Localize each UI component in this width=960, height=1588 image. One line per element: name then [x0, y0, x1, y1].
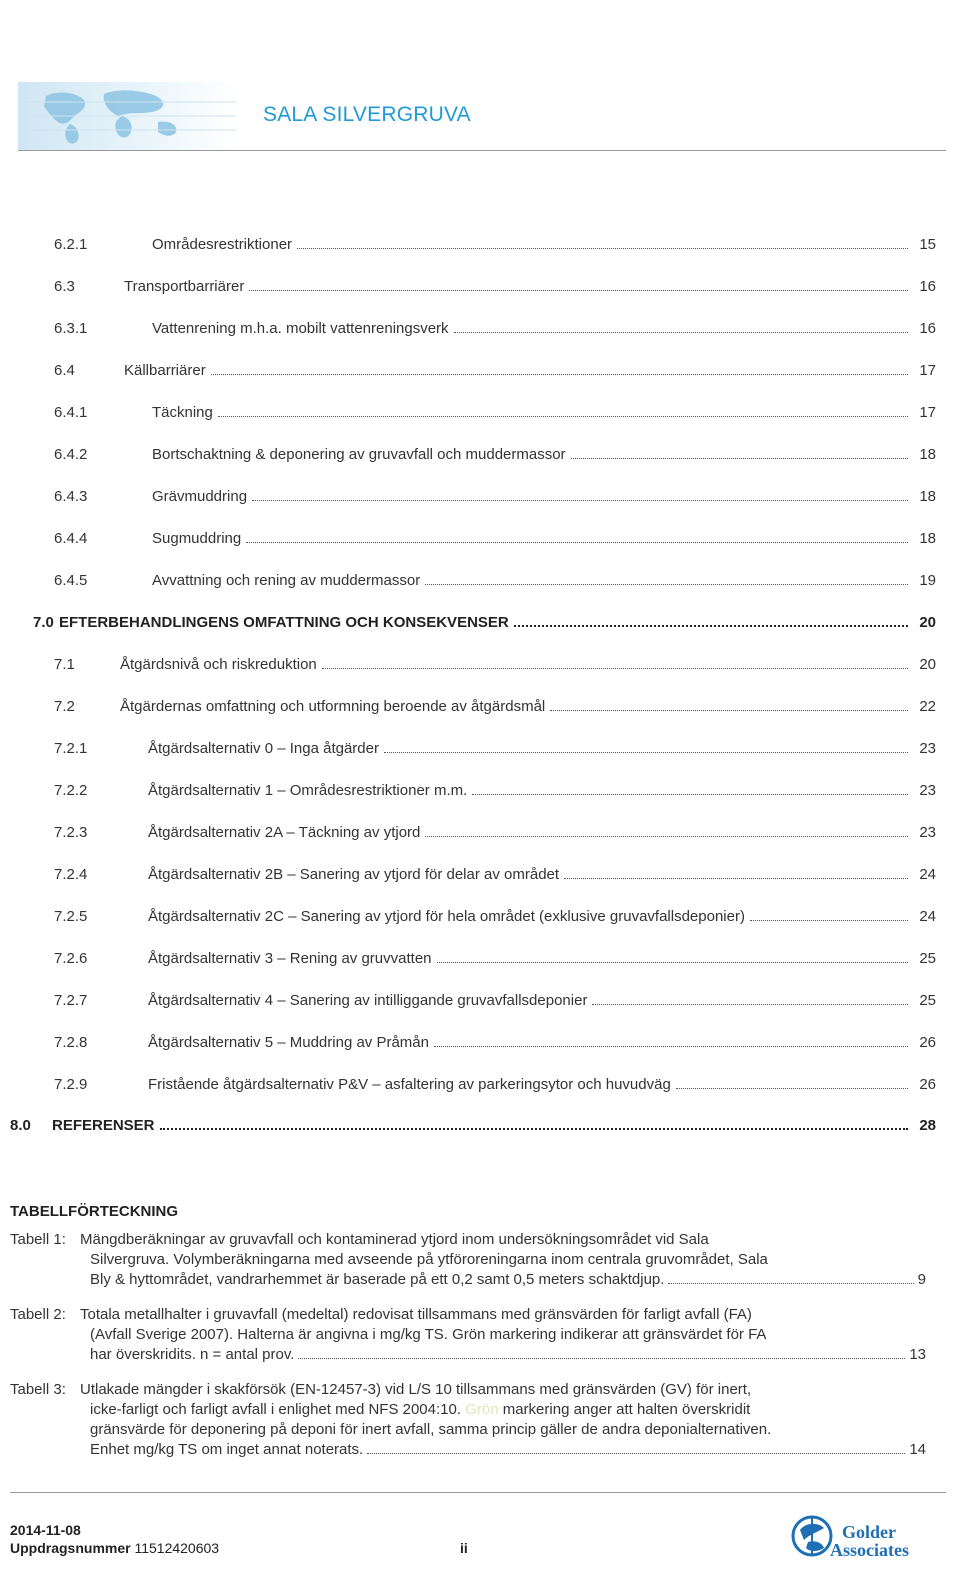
table-caption-last-line: [90, 1270, 926, 1290]
assignment-value: 11512420603: [134, 1540, 220, 1556]
table-label: Tabell 2:: [10, 1306, 66, 1323]
toc-leader: [160, 1127, 908, 1130]
toc-title: Täckning: [152, 404, 216, 421]
toc-leader: [425, 583, 908, 585]
toc-page: 18: [919, 530, 936, 547]
toc-leader: [297, 247, 908, 249]
golder-globe-icon: [790, 1512, 834, 1562]
toc-number: 7.2.8: [54, 1034, 88, 1051]
toc-chapter[interactable]: [10, 1117, 936, 1139]
toc-leader: [246, 541, 908, 543]
toc-entry[interactable]: [54, 320, 936, 342]
toc-entry[interactable]: [54, 236, 936, 258]
table-page: 14: [909, 1441, 926, 1458]
toc-leader: [454, 331, 908, 333]
toc-entry[interactable]: [54, 866, 936, 888]
toc-leader: [472, 793, 908, 795]
toc-leader: [384, 751, 908, 753]
toc-entry[interactable]: [54, 950, 936, 972]
toc-number: 7.2.1: [54, 740, 88, 757]
toc-title: Områdesrestriktioner: [152, 236, 295, 253]
table-caption-line: Mängdberäkningar av gruvavfall och kontaminerad ytjord inom undersökningsområdet vid Sala: [80, 1231, 709, 1248]
footer-divider: [10, 1492, 946, 1493]
table-caption-line-wrap: [90, 1400, 750, 1420]
toc-entry[interactable]: [54, 992, 936, 1014]
toc-title: Åtgärdsalternativ 5 – Muddring av Pråmån: [148, 1034, 432, 1051]
table-caption-line: Totala metallhalter i gruvavfall (medeltal) redovisat tillsammans med gränsvärden för farligt avfall (FA): [80, 1306, 752, 1323]
toc-number: 7.2.5: [54, 908, 88, 925]
toc-page: 16: [919, 278, 936, 295]
toc-page: 22: [919, 698, 936, 715]
table-caption-line: Utlakade mängder i skakförsök (EN-12457-3) vid L/S 10 tillsammans med gränsvärden (GV) för inert,: [80, 1381, 752, 1398]
toc-leader: [514, 624, 908, 627]
toc-entry[interactable]: [54, 908, 936, 930]
toc-title: Åtgärdsalternativ 4 – Sanering av intilliggande gruvavfallsdeponier: [148, 992, 590, 1009]
toc-entry[interactable]: [54, 488, 936, 510]
toc-title: Sugmuddring: [152, 530, 244, 547]
assignment-label: Uppdragsnummer: [10, 1540, 131, 1556]
toc-page: 26: [919, 1076, 936, 1093]
toc-title: Åtgärdsalternativ 3 – Rening av gruvvatten: [148, 950, 435, 967]
table-label: Tabell 3:: [10, 1381, 66, 1398]
toc-title: Avvattning och rening av muddermassor: [152, 572, 423, 589]
toc-leader: [571, 457, 908, 459]
toc-number: 7.2.9: [54, 1076, 88, 1093]
toc-entry[interactable]: [54, 404, 936, 426]
toc-page: 25: [919, 992, 936, 1009]
toc-title: Fristående åtgärdsalternativ P&V – asfaltering av parkeringsytor och huvudväg: [148, 1076, 674, 1093]
golder-name: Golder: [842, 1522, 896, 1542]
footer-date: 2014-11-08: [10, 1522, 81, 1538]
toc-page: 23: [919, 824, 936, 841]
toc-page: 20: [919, 614, 936, 631]
toc-title: Åtgärdsnivå och riskreduktion: [120, 656, 320, 673]
toc-leader: [550, 709, 908, 711]
toc-page: 23: [919, 740, 936, 757]
table-page: 9: [917, 1271, 926, 1288]
toc-entry[interactable]: [54, 530, 936, 552]
toc-title: Åtgärdsalternativ 2B – Sanering av ytjord för delar av området: [148, 866, 562, 883]
toc-entry[interactable]: [54, 782, 936, 804]
table-label: Tabell 1:: [10, 1231, 66, 1248]
toc-page: 19: [919, 572, 936, 589]
toc-number: 7.2.7: [54, 992, 88, 1009]
toc-page: 28: [919, 1117, 936, 1134]
table-caption-line: Bly & hyttområdet, vandrarhemmet är baserade på ett 0,2 samt 0,5 meters schaktdjup.: [90, 1271, 665, 1288]
table-caption-line: (Avfall Sverige 2007). Halterna är angivna i mg/kg TS. Grön markering indikerar att gränsvärdet för FA: [90, 1326, 767, 1343]
golder-wordmark: [830, 1523, 909, 1559]
toc-leader: [249, 289, 908, 291]
tables-heading: TABELLFÖRTECKNING: [10, 1203, 179, 1220]
toc-number: 7.2.2: [54, 782, 88, 799]
toc-page: 24: [919, 908, 936, 925]
table-caption-line: Enhet mg/kg TS om inget annat noterats.: [90, 1441, 364, 1458]
toc-number: 6.4.5: [54, 572, 88, 589]
table-list-entry[interactable]: [10, 1305, 930, 1369]
toc-title: Åtgärdsalternativ 2C – Sanering av ytjord för hela området (exklusive gruvavfallsdeponier): [148, 908, 748, 925]
table-list-entry[interactable]: [10, 1230, 930, 1294]
document-title: SALA SILVERGRUVA: [263, 103, 471, 126]
toc-entry[interactable]: [54, 824, 936, 846]
toc-number: 6.4.4: [54, 530, 88, 547]
toc-entry[interactable]: [54, 1076, 936, 1098]
toc-number: 6.4.3: [54, 488, 88, 505]
world-map-icon: [18, 82, 236, 150]
toc-chapter[interactable]: [33, 614, 936, 636]
table-caption-last-line: [90, 1345, 926, 1365]
table-caption-line: Silvergruva. Volymberäkningarna med avseende på ytföroreningarna inom centrala gruvområdet, Sala: [90, 1251, 768, 1268]
toc-number: 7.2.6: [54, 950, 88, 967]
toc-page: 17: [919, 404, 936, 421]
toc-entry[interactable]: [54, 698, 936, 720]
toc-leader: [564, 877, 908, 879]
toc-number: 6.4.1: [54, 404, 88, 421]
toc-leader: [218, 415, 908, 417]
toc-number: 6.4: [54, 362, 75, 379]
toc-entry[interactable]: [54, 656, 936, 678]
toc-title: Källbarriärer: [124, 362, 209, 379]
toc-leader: [298, 1358, 905, 1359]
toc-leader: [437, 961, 909, 963]
toc-number: 6.2.1: [54, 236, 88, 253]
toc-title: EFTERBEHANDLINGENS OMFATTNING OCH KONSEKVENSER: [59, 614, 512, 631]
table-caption-line: markering anger att halten överskridit: [502, 1401, 751, 1418]
toc-leader: [592, 1003, 908, 1005]
table-caption-line: gränsvärde för deponering på deponi för inert avfall, samma princip gäller de andra deponialternativen.: [90, 1421, 772, 1438]
toc-leader: [211, 373, 908, 375]
table-caption-last-line: [90, 1440, 926, 1460]
toc-title: Grävmuddring: [152, 488, 250, 505]
toc-leader: [252, 499, 908, 501]
toc-leader: [676, 1087, 908, 1089]
toc-page: 20: [919, 656, 936, 673]
toc-title: Åtgärdsalternativ 2A – Täckning av ytjord: [148, 824, 423, 841]
toc-number: 6.3.1: [54, 320, 88, 337]
toc-number: 7.2: [54, 698, 75, 715]
toc-leader: [750, 919, 908, 921]
toc-number: 6.3: [54, 278, 75, 295]
toc-page: 23: [919, 782, 936, 799]
toc-leader: [322, 667, 908, 669]
toc-page: 24: [919, 866, 936, 883]
toc-title: Bortschaktning & deponering av gruvavfall och muddermassor: [152, 446, 569, 463]
toc-page: 15: [919, 236, 936, 253]
toc-number: 7.2.3: [54, 824, 88, 841]
toc-page: 17: [919, 362, 936, 379]
toc-entry[interactable]: [54, 572, 936, 594]
toc-title: REFERENSER: [52, 1117, 158, 1134]
green-marking-word: Grön: [465, 1401, 499, 1418]
toc-leader: [367, 1453, 905, 1454]
toc-entry[interactable]: [54, 740, 936, 762]
toc-page: 25: [919, 950, 936, 967]
table-caption-line: icke-farligt och farligt avfall i enlighet med NFS 2004:10.: [90, 1401, 462, 1418]
table-list-entry[interactable]: [10, 1380, 930, 1464]
header-divider: [18, 150, 946, 151]
toc-entry[interactable]: [54, 278, 936, 300]
table-page: 13: [909, 1346, 926, 1363]
footer-assignment-number: [10, 1540, 219, 1556]
toc-number: 7.2.4: [54, 866, 88, 883]
toc-leader: [425, 835, 908, 837]
toc-entry[interactable]: [54, 446, 936, 468]
toc-title: Transportbarriärer: [124, 278, 247, 295]
toc-page: 18: [919, 446, 936, 463]
toc-title: Åtgärdsalternativ 0 – Inga åtgärder: [148, 740, 382, 757]
page-number: ii: [460, 1540, 468, 1556]
toc-title: Vattenrening m.h.a. mobilt vattenreningsverk: [152, 320, 452, 337]
toc-number: 7.0: [33, 614, 54, 631]
toc-title: Åtgärdsalternativ 1 – Områdesrestriktioner m.m.: [148, 782, 470, 799]
toc-page: 16: [919, 320, 936, 337]
toc-page: 26: [919, 1034, 936, 1051]
associates-name: Associates: [830, 1540, 909, 1560]
toc-page: 18: [919, 488, 936, 505]
toc-number: 6.4.2: [54, 446, 88, 463]
toc-leader: [434, 1045, 908, 1047]
table-caption-line: har överskridits. n = antal prov.: [90, 1346, 295, 1363]
toc-number: 7.1: [54, 656, 75, 673]
toc-entry[interactable]: [54, 362, 936, 384]
toc-entry[interactable]: [54, 1034, 936, 1056]
toc-leader: [668, 1283, 913, 1284]
toc-number: 8.0: [10, 1117, 31, 1134]
toc-title: Åtgärdernas omfattning och utformning beroende av åtgärdsmål: [120, 698, 548, 715]
